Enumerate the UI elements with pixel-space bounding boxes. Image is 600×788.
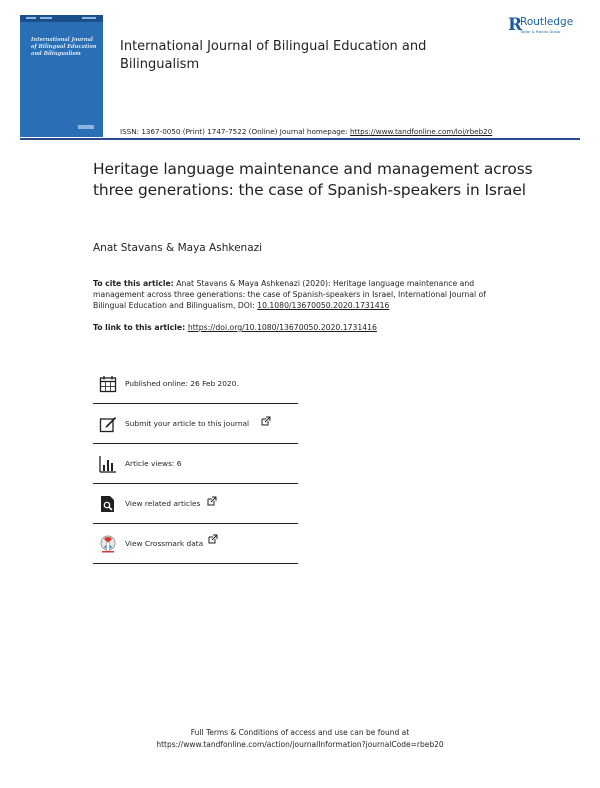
- cover-top-band: [20, 15, 103, 22]
- related-articles-row[interactable]: [93, 484, 298, 524]
- external-link-icon: [207, 496, 217, 506]
- published-online-row: [93, 364, 298, 404]
- external-link-icon: [208, 534, 218, 544]
- issn-line: [120, 127, 550, 136]
- cover-publisher-mark: [78, 125, 94, 129]
- journal-cover-thumbnail: [20, 15, 103, 137]
- article-link-block: [93, 322, 513, 333]
- terms-text: Full Terms & Conditions of access and use can be found at: [190, 728, 410, 737]
- article-views-text: Article views: 6: [125, 459, 182, 468]
- related-articles-link[interactable]: View related articles: [125, 499, 201, 508]
- article-doi-url-link[interactable]: https://doi.org/10.1080/13670050.2020.1731416: [187, 323, 377, 332]
- terms-footer: [0, 727, 600, 751]
- crossmark-link[interactable]: View Crossmark data: [125, 539, 204, 548]
- citation-doi-link[interactable]: 10.1080/13670050.2020.1731416: [257, 301, 390, 310]
- bar-chart-icon: [99, 455, 117, 473]
- article-link-label: To link to this article:: [93, 323, 188, 332]
- submit-article-row[interactable]: [93, 404, 298, 444]
- crossmark-row[interactable]: [93, 524, 298, 564]
- citation-text: Anat Stavans & Maya Ashkenazi (2020): Heritage language maintenance and management across three generations: the case of Spanish-speakers in Israel, International Journal of Bilingual Education and Bilingualism, DOI:: [93, 279, 486, 310]
- citation-block: [93, 278, 513, 311]
- article-authors: Anat Stavans & Maya Ashkenazi: [93, 242, 263, 254]
- calendar-icon: [99, 375, 117, 393]
- submit-article-link[interactable]: Submit your article to this journal: [125, 419, 250, 428]
- crossmark-icon: [99, 535, 117, 553]
- journal-title: International Journal of Bilingual Education and Bilingualism: [120, 39, 427, 72]
- cover-title: International Journal of Bilingual Education and Bilingualism: [31, 37, 97, 57]
- search-document-icon: [99, 495, 117, 513]
- publisher-logo: [508, 15, 588, 41]
- publisher-tagline: Taylor & Francis Group: [520, 30, 561, 34]
- row-divider: [93, 563, 298, 564]
- publisher-name: Routledge: [520, 16, 574, 28]
- article-title: Heritage language maintenance and management across three generations: the case of Spanish-speakers in Israel: [93, 160, 533, 199]
- header-divider: [20, 138, 580, 140]
- routledge-logo-mark: R: [508, 15, 523, 35]
- published-online-text: Published online: 26 Feb 2020.: [125, 379, 239, 388]
- edit-icon: [99, 415, 117, 433]
- terms-url-link[interactable]: https://www.tandfonline.com/action/journalInformation?journalCode=rbeb20: [156, 740, 444, 749]
- journal-homepage-link[interactable]: https://www.tandfonline.com/loi/rbeb20: [349, 127, 493, 136]
- issn-text: ISSN: 1367-0050 (Print) 1747-7522 (Online) Journal homepage:: [120, 127, 350, 136]
- citation-label: To cite this article:: [93, 279, 174, 288]
- external-link-icon: [261, 416, 271, 426]
- article-views-row: [93, 444, 298, 484]
